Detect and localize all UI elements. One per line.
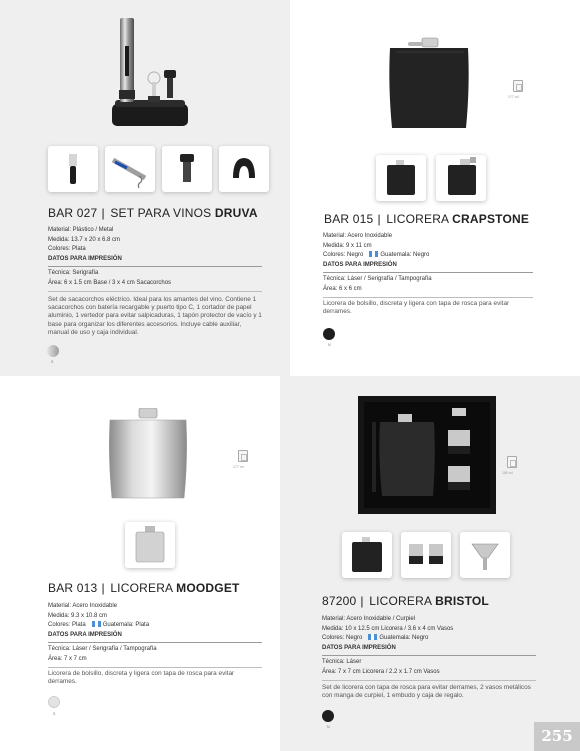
- divider: [323, 272, 533, 273]
- product-code: BAR 015: [324, 212, 374, 226]
- capacity-icon: [507, 456, 517, 468]
- steel-flask-image: [107, 408, 189, 500]
- divider: [48, 291, 262, 292]
- spec-colors: [48, 621, 262, 631]
- capacity-label: 180 ml: [502, 471, 513, 475]
- product-title: BAR 027 | SET PARA VINOS DRUVA: [48, 206, 258, 220]
- product-title: BAR 015 | LICORERA CRAPSTONE: [324, 212, 530, 226]
- thumbnail-corkscrew[interactable]: [105, 146, 155, 192]
- product-name: LICORERA: [110, 581, 173, 595]
- spec-measure: Medida: 9 x 11 cm: [323, 242, 372, 249]
- spec-material: Material: Acero Inoxidable: [323, 233, 393, 239]
- product-name-bold: BRISTOL: [435, 594, 489, 608]
- print-data-header: DATOS PARA IMPRESIÓN: [48, 255, 122, 262]
- spec-colors-value: Colores: Negro: [322, 635, 363, 642]
- swatch-label: S: [51, 360, 54, 364]
- spec-area: Área: 6 x 6 cm: [323, 285, 362, 292]
- spec-material: Material: Plástico / Metal: [48, 227, 114, 233]
- spec-material: Material: Acero Inoxidable: [48, 603, 118, 609]
- capacity-label: 177 ml: [233, 465, 244, 469]
- thumbnail-row: [376, 155, 486, 201]
- guatemala-flag-icon: [92, 621, 101, 627]
- product-specs: [48, 602, 262, 670]
- color-swatch-black[interactable]: [322, 710, 334, 722]
- thumbnail-cups[interactable]: [401, 532, 451, 578]
- spec-colors-value: Colores: Negro: [323, 252, 364, 259]
- spec-guatemala: Guatemala: Negro: [379, 635, 429, 642]
- product-description: Licorera de bolsillo, discreta y ligera con tapa de rosca para evitar derrames.: [48, 670, 235, 686]
- product-name: LICORERA: [386, 212, 449, 226]
- swatch-label: S: [53, 712, 56, 716]
- capacity-icon: [513, 80, 523, 92]
- product-description: Set de sacacorchos eléctrico. Ideal para los amantes del vino. Contiene 1 sacacorchos con batería recargable y puerto tipo C, 1 cortador de papel aluminio, 1 vertedor para evitar salpicaduras, 1 tapón protector de vacío y 1 base para organizar los diferentes accesorios. Incluye cable auxiliar, manual de uso y caja individual.: [48, 296, 262, 336]
- product-bar027: [0, 0, 290, 376]
- thumbnail-flask-open[interactable]: [436, 155, 486, 201]
- spec-area: Área: 6 x 1.5 cm Base / 3 x 4 cm Sacacorchos: [48, 279, 172, 286]
- print-data-header: DATOS PARA IMPRESIÓN: [322, 644, 396, 651]
- swatch-label: N: [327, 725, 330, 729]
- swatch-label: N: [328, 343, 331, 347]
- thumbnail-funnel[interactable]: [460, 532, 510, 578]
- print-data-header: DATOS PARA IMPRESIÓN: [323, 261, 397, 268]
- thumbnail-row: [125, 522, 175, 568]
- product-87200: [280, 376, 580, 751]
- product-description: Set de licorera con tapa de rosca para evitar derrames, 2 vasos metálicos con manga de curpiel, 1 embudo y caja de regalo.: [322, 684, 531, 700]
- page-number: 255: [534, 722, 580, 751]
- divider: [322, 655, 536, 656]
- product-code: 87200: [322, 594, 357, 608]
- spec-colors: [323, 251, 533, 261]
- spec-technique: Técnica: Láser / Serigrafía / Tampografía: [48, 646, 157, 653]
- wine-set-image: [108, 16, 192, 128]
- product-specs: [322, 615, 536, 683]
- spec-colors: [322, 634, 536, 644]
- product-name: SET PARA VINOS: [110, 206, 212, 220]
- spec-guatemala: Guatemala: Plata: [102, 622, 150, 629]
- spec-area: Área: 7 x 7 cm Licorera / 2.2 x 1.7 cm Vasos: [322, 668, 440, 675]
- spec-colors: Colores: Plata: [48, 246, 86, 253]
- spec-guatemala: Guatemala: Negro: [380, 252, 430, 259]
- spec-area: Área: 7 x 7 cm: [48, 655, 87, 662]
- spec-measure: Medida: 9.3 x 10.8 cm: [48, 612, 108, 619]
- divider: [48, 667, 262, 668]
- product-name-bold: DRUVA: [214, 206, 258, 220]
- thumbnail-row: [48, 146, 269, 192]
- product-name: LICORERA: [369, 594, 432, 608]
- spec-material: Material: Acero Inoxidable / Curpiel: [322, 616, 416, 622]
- product-name-bold: CRAPSTONE: [452, 212, 530, 226]
- product-code: BAR 013: [48, 581, 98, 595]
- product-bar013: [0, 376, 290, 751]
- divider: [323, 297, 533, 298]
- product-title: 87200 | LICORERA BRISTOL: [322, 594, 489, 608]
- product-specs: [323, 232, 533, 300]
- thumbnail-row: [342, 532, 510, 578]
- gift-set-image: [358, 396, 496, 514]
- thumbnail-flask[interactable]: [342, 532, 392, 578]
- spec-technique: Técnica: Serigrafía: [48, 270, 99, 277]
- divider: [48, 266, 262, 267]
- guatemala-flag-icon: [369, 251, 378, 257]
- black-flask-image: [386, 36, 472, 132]
- spec-colors-value: Colores: Plata: [48, 622, 86, 629]
- thumbnail-stopper[interactable]: [162, 146, 212, 192]
- thumbnail-pourer[interactable]: [48, 146, 98, 192]
- product-bar015: [290, 0, 580, 376]
- thumbnail-flask-open[interactable]: [125, 522, 175, 568]
- product-description: Licorera de bolsillo, discreta y ligera con tapa de rosca para evitar derrames.: [323, 300, 510, 316]
- product-title: BAR 013 | LICORERA MOODGET: [48, 581, 240, 595]
- spec-measure: Medida: 10 x 12.5 cm Licorera / 3.6 x 4 cm Vasos: [322, 625, 454, 632]
- spec-measure: Medida: 13.7 x 20 x 6.8 cm: [48, 236, 121, 243]
- color-swatch-silver[interactable]: [47, 345, 59, 357]
- color-swatch-silver[interactable]: [48, 696, 60, 708]
- product-code: BAR 027: [48, 206, 98, 220]
- capacity-icon: [238, 450, 248, 462]
- thumbnail-flask-front[interactable]: [376, 155, 426, 201]
- print-data-header: DATOS PARA IMPRESIÓN: [48, 631, 122, 638]
- divider: [48, 642, 262, 643]
- spec-technique: Técnica: Láser: [322, 659, 362, 666]
- color-swatch-black[interactable]: [323, 328, 335, 340]
- capacity-label: 177 ml: [508, 95, 519, 99]
- spec-technique: Técnica: Láser / Serigrafía / Tampografía: [323, 276, 432, 283]
- divider: [322, 680, 536, 681]
- product-specs: [48, 226, 262, 294]
- product-name-bold: MOODGET: [176, 581, 240, 595]
- thumbnail-foil-cutter[interactable]: [219, 146, 269, 192]
- guatemala-flag-icon: [368, 634, 377, 640]
